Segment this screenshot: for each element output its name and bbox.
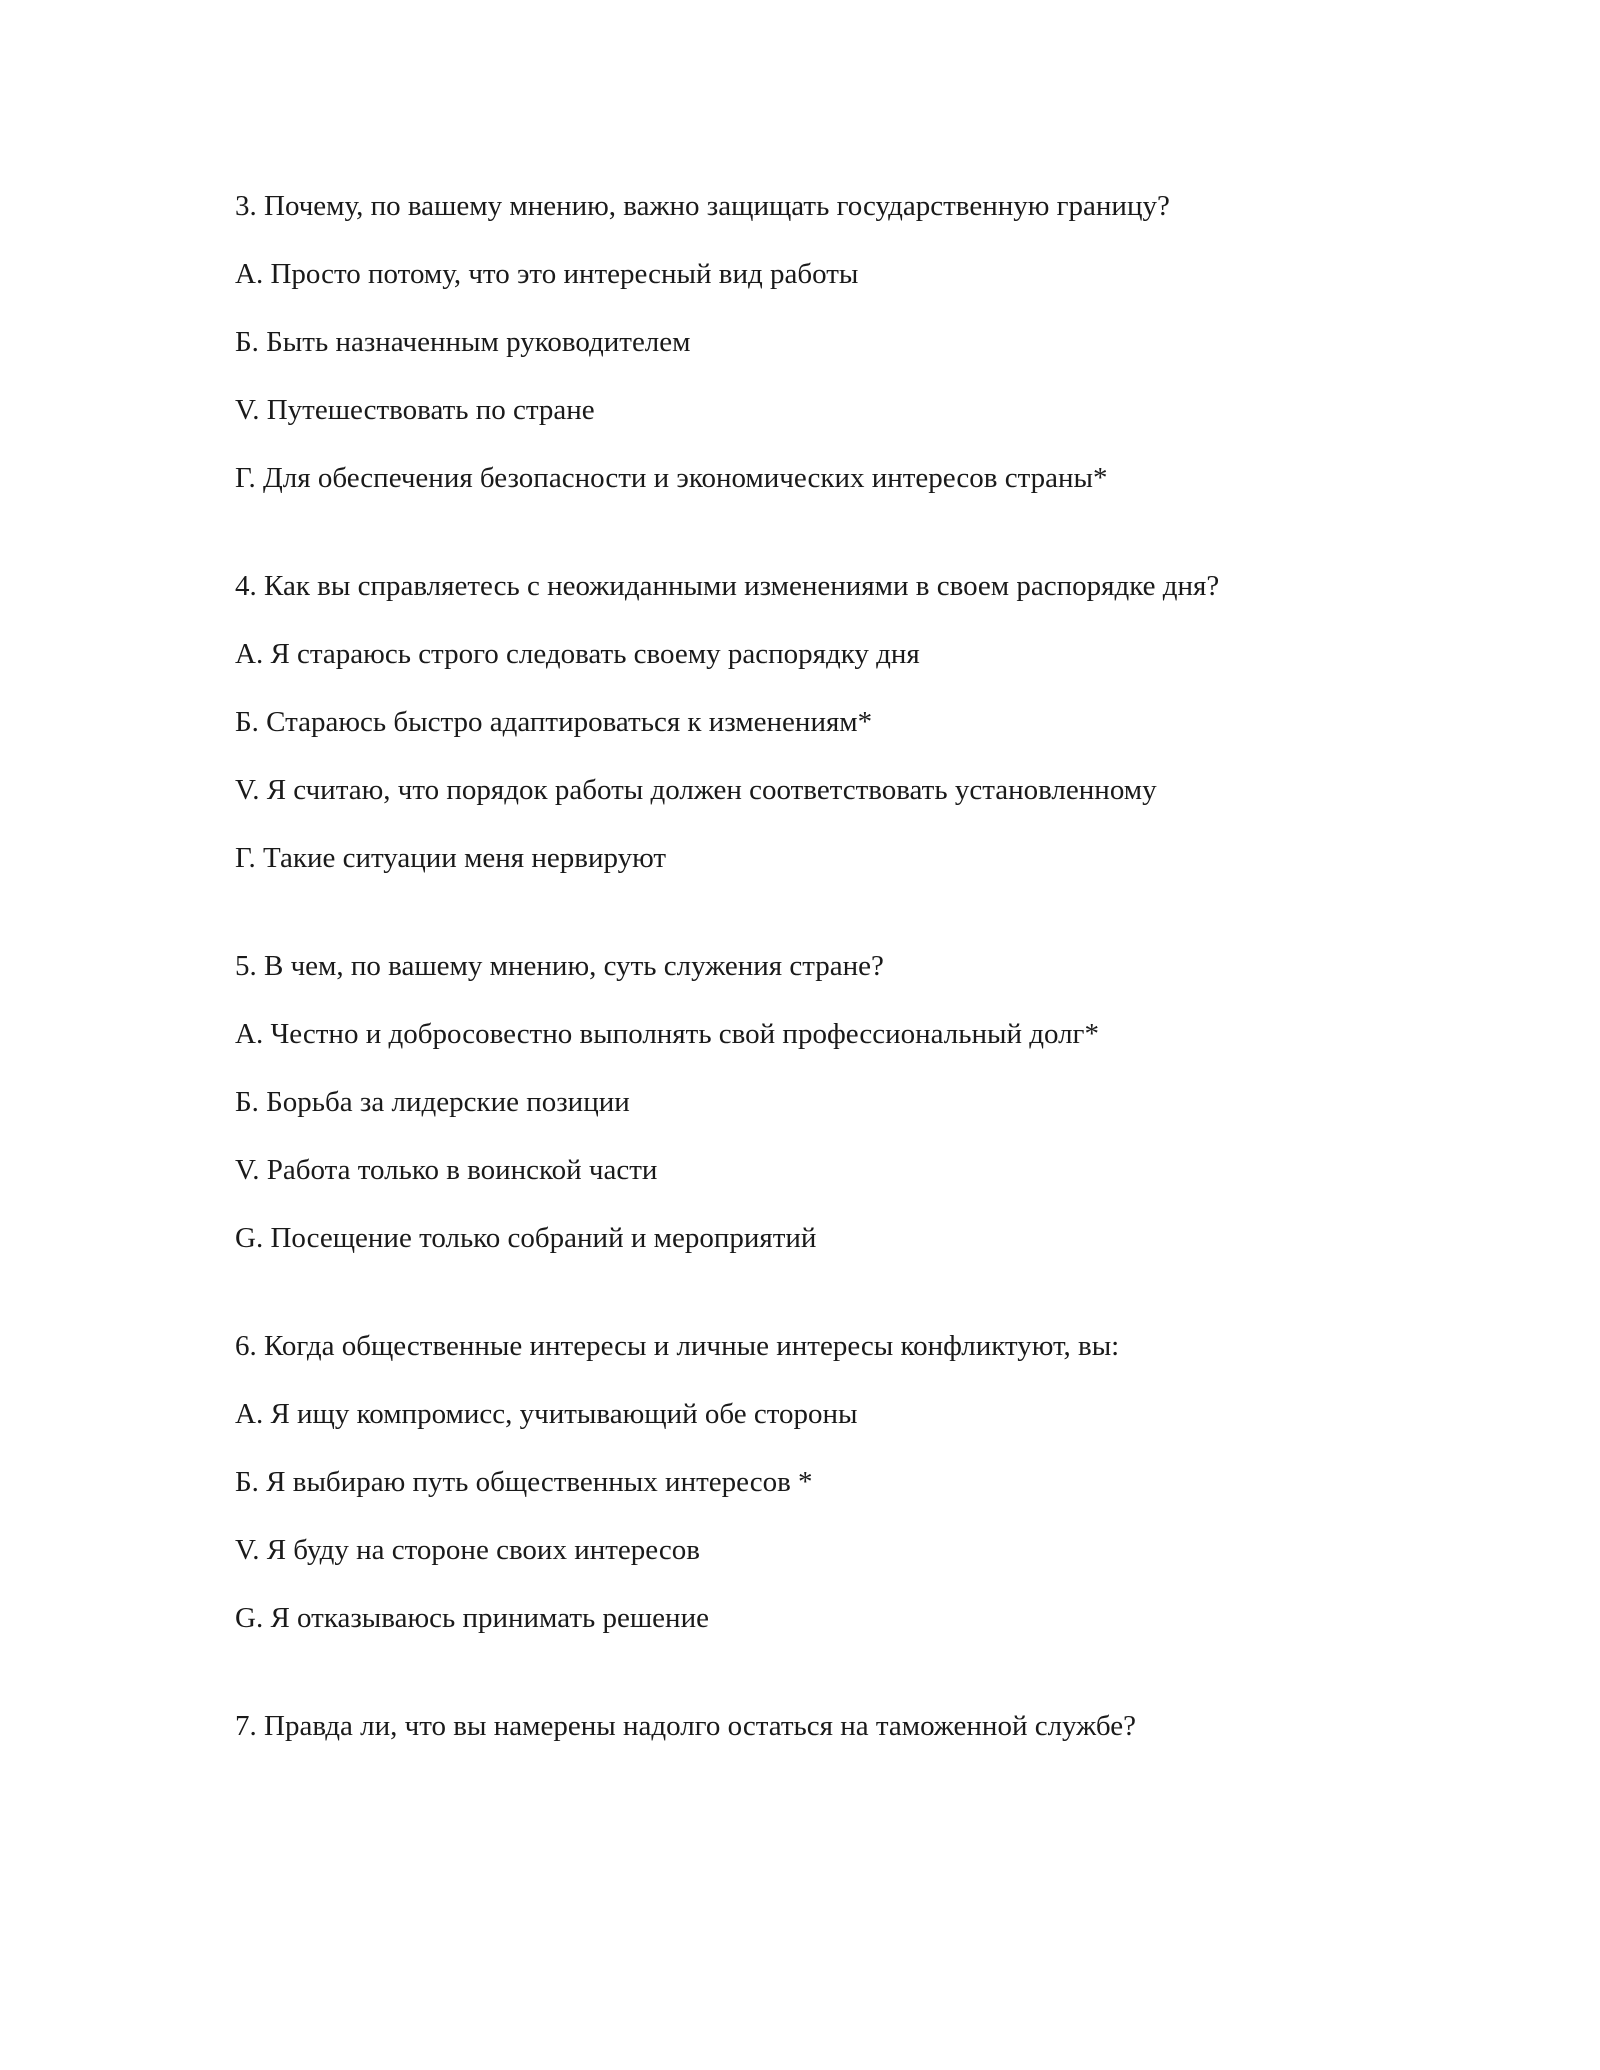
answer-option: G. Посещение только собраний и мероприятий	[235, 1222, 817, 1254]
question-5	[235, 946, 1435, 1258]
answer-options	[235, 254, 1435, 498]
answer-option: G. Я отказываюсь принимать решение	[235, 1602, 709, 1634]
answer-option: А. Честно и добросовестно выполнять свой профессиональный долг*	[235, 1018, 1099, 1050]
question-text: 5. В чем, по вашему мнению, суть служения стране?	[235, 950, 884, 982]
answer-option: Б. Борьба за лидерские позиции	[235, 1086, 630, 1118]
answer-option: Б. Быть назначенным руководителем	[235, 326, 691, 358]
answer-option: Б. Я выбираю путь общественных интересов *	[235, 1466, 813, 1498]
question-3	[235, 186, 1435, 498]
question-4	[235, 566, 1435, 878]
answer-option: Г. Для обеспечения безопасности и экономических интересов страны*	[235, 462, 1108, 494]
question-text: 6. Когда общественные интересы и личные интересы конфликтуют, вы:	[235, 1330, 1120, 1362]
question-text: 4. Как вы справляетесь с неожиданными изменениями в своем распорядке дня?	[235, 570, 1220, 602]
question-text: 7. Правда ли, что вы намерены надолго остаться на таможенной службе?	[235, 1710, 1136, 1742]
answer-option: Г. Такие ситуации меня нервируют	[235, 842, 667, 874]
question-7	[235, 1706, 1435, 1746]
question-6	[235, 1326, 1435, 1638]
answer-option: А. Просто потому, что это интересный вид работы	[235, 258, 859, 290]
answer-option: V. Путешествовать по стране	[235, 394, 595, 426]
answer-option: V. Я буду на стороне своих интересов	[235, 1534, 700, 1566]
answer-option: Б. Стараюсь быстро адаптироваться к изменениям*	[235, 706, 873, 738]
answer-options	[235, 634, 1435, 878]
answer-options	[235, 1394, 1435, 1638]
answer-options	[235, 1014, 1435, 1258]
answer-option: V. Я считаю, что порядок работы должен соответствовать установленному	[235, 774, 1157, 806]
answer-option: V. Работа только в воинской части	[235, 1154, 658, 1186]
answer-option: А. Я ищу компромисс, учитывающий обе стороны	[235, 1398, 858, 1430]
questionnaire-body	[235, 186, 1435, 1814]
question-text: 3. Почему, по вашему мнению, важно защищать государственную границу?	[235, 190, 1170, 222]
answer-option: А. Я стараюсь строго следовать своему распорядку дня	[235, 638, 920, 670]
